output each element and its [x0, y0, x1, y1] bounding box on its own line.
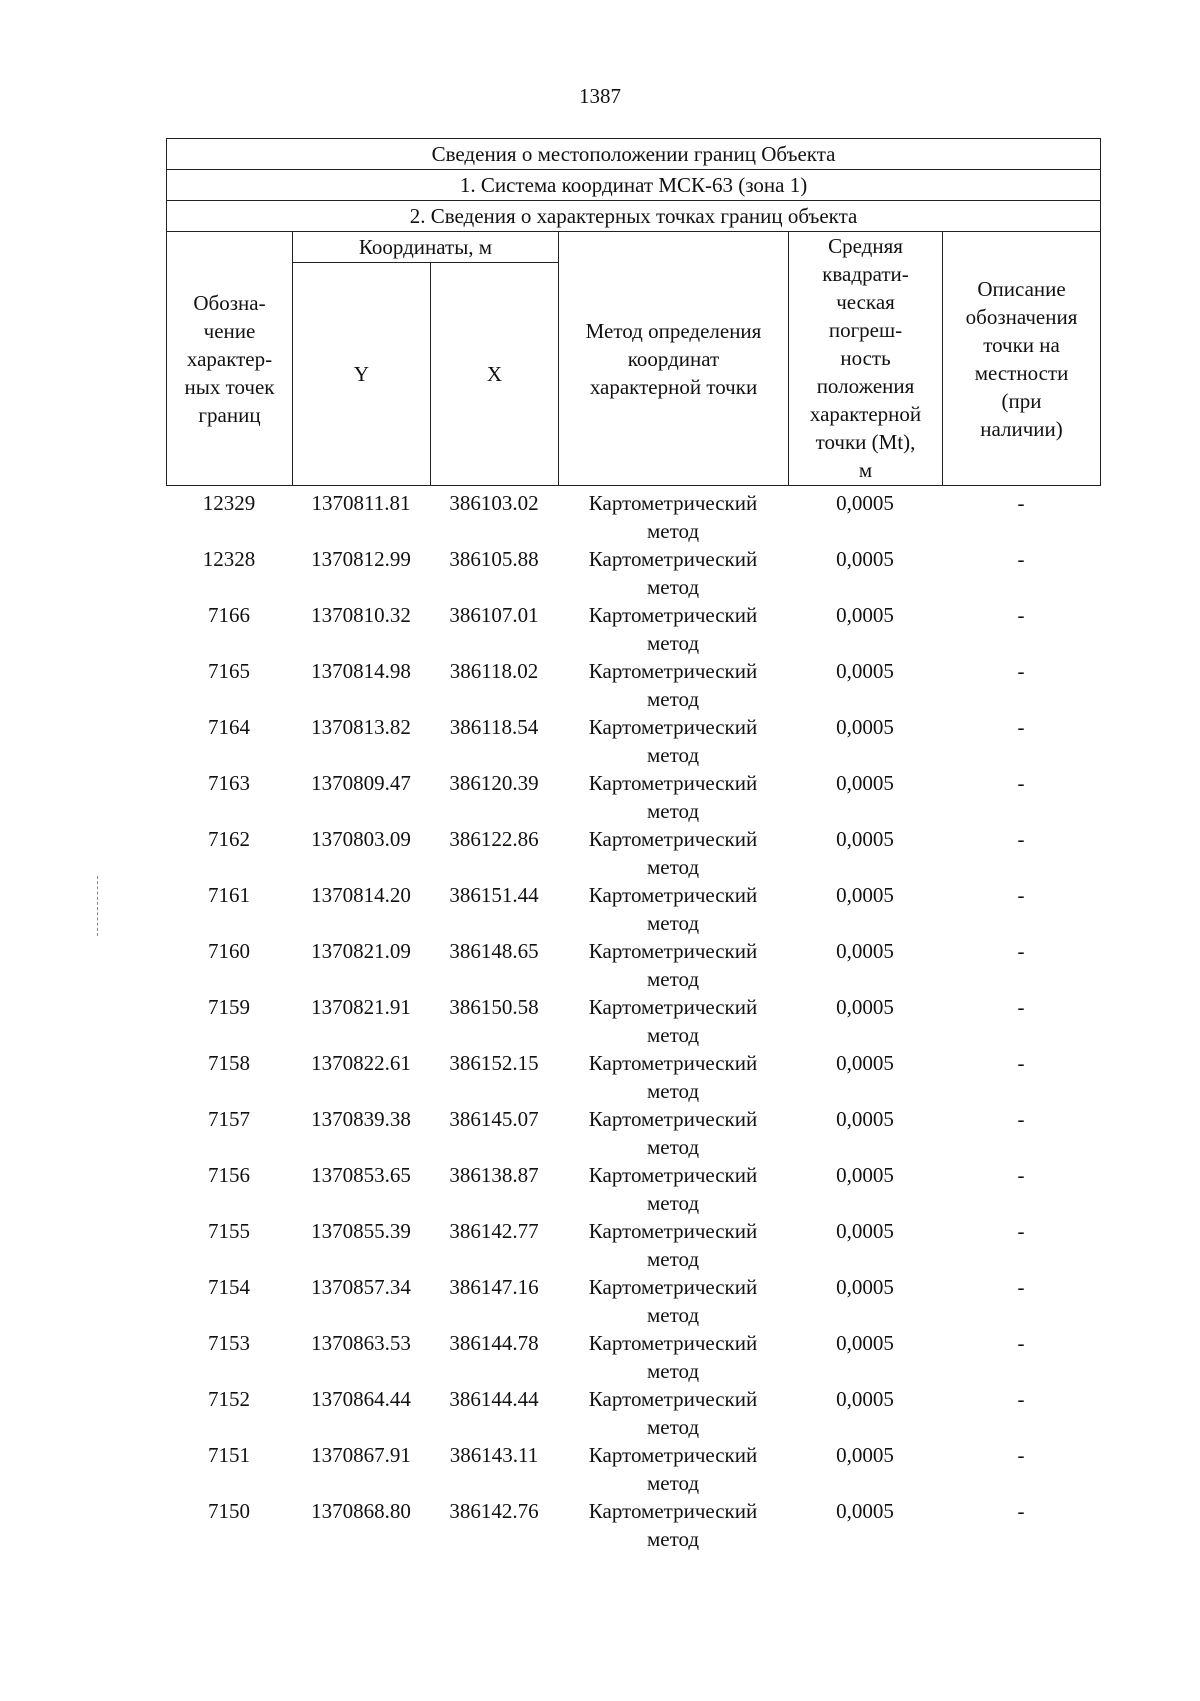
- col-header-description: Описание обозначения точки на местности (при наличии): [943, 232, 1101, 486]
- cell-point-id: 12328: [202, 547, 256, 571]
- cell-method: Картометрический метод: [588, 1219, 758, 1271]
- cell-coord-x: 386144.44: [449, 1387, 539, 1411]
- cell-description: -: [1017, 771, 1025, 795]
- cell-description: -: [1017, 603, 1025, 627]
- cell-mean-error: 0,0005: [836, 1275, 894, 1299]
- cell-coord-x: 386122.86: [449, 827, 539, 851]
- cell-coord-x: 386118.02: [449, 659, 539, 683]
- col-header-method: Метод определения координат характерной точки: [559, 232, 789, 486]
- cell-mean-error: 0,0005: [836, 1443, 894, 1467]
- cell-coord-x: 386147.16: [449, 1275, 539, 1299]
- cell-mean-error: 0,0005: [836, 1219, 894, 1243]
- cell-coord-y: 1370814.20: [311, 883, 411, 907]
- table-row: [166, 825, 1100, 881]
- cell-coord-y: 1370822.61: [311, 1051, 411, 1075]
- cell-coord-y: 1370810.32: [311, 603, 411, 627]
- col-header-designation: Обозна- чение характер- ных точек границ: [167, 232, 293, 486]
- cell-point-id: 7162: [208, 827, 250, 851]
- cell-mean-error: 0,0005: [836, 1387, 894, 1411]
- cell-point-id: 7154: [208, 1275, 250, 1299]
- cell-method: Картометрический метод: [588, 771, 758, 823]
- table-row: [166, 657, 1100, 713]
- cell-description: -: [1017, 883, 1025, 907]
- cell-description: -: [1017, 827, 1025, 851]
- cell-coord-x: 386145.07: [449, 1107, 539, 1131]
- cell-coord-x: 386120.39: [449, 771, 539, 795]
- cell-point-id: 7161: [208, 883, 250, 907]
- cell-description: -: [1017, 1331, 1025, 1355]
- table-row: [166, 1049, 1100, 1105]
- cell-coord-x: 386142.77: [449, 1219, 539, 1243]
- cell-coord-x: 386142.76: [449, 1499, 539, 1523]
- col-header-error: Средняя квадрати- ческая погреш- ность положения характерной точки (Mt), м: [789, 232, 943, 486]
- boundary-points-table: [166, 489, 1100, 1553]
- cell-mean-error: 0,0005: [836, 1163, 894, 1187]
- table-row: [166, 1161, 1100, 1217]
- cell-point-id: 7151: [208, 1443, 250, 1467]
- cell-description: -: [1017, 995, 1025, 1019]
- cell-coord-x: 386148.65: [449, 939, 539, 963]
- cell-coord-x: 386103.02: [449, 491, 539, 515]
- cell-description: -: [1017, 1051, 1025, 1075]
- cell-point-id: 7153: [208, 1331, 250, 1355]
- table-row: [166, 1497, 1100, 1553]
- cell-mean-error: 0,0005: [836, 995, 894, 1019]
- cell-description: -: [1017, 1499, 1025, 1523]
- cell-point-id: 7150: [208, 1499, 250, 1523]
- table-row: [166, 769, 1100, 825]
- cell-method: Картометрический метод: [588, 1051, 758, 1103]
- cell-coord-y: 1370855.39: [311, 1219, 411, 1243]
- cell-mean-error: 0,0005: [836, 1331, 894, 1355]
- col-header-coordinates: Координаты, м: [293, 232, 559, 263]
- cell-mean-error: 0,0005: [836, 491, 894, 515]
- col-header-y: Y: [293, 263, 431, 486]
- boundary-header-table: [166, 138, 1101, 486]
- cell-coord-y: 1370813.82: [311, 715, 411, 739]
- table-row: [166, 993, 1100, 1049]
- cell-point-id: 7165: [208, 659, 250, 683]
- cell-method: Картометрический метод: [588, 883, 758, 935]
- cell-method: Картометрический метод: [588, 715, 758, 767]
- cell-point-id: 7155: [208, 1219, 250, 1243]
- cell-coord-y: 1370864.44: [311, 1387, 411, 1411]
- cell-description: -: [1017, 1107, 1025, 1131]
- table-row: [166, 489, 1100, 545]
- cell-coord-y: 1370867.91: [311, 1443, 411, 1467]
- table-row: [166, 937, 1100, 993]
- cell-method: Картометрический метод: [588, 827, 758, 879]
- page-number: 1387: [579, 84, 621, 108]
- cell-point-id: 7160: [208, 939, 250, 963]
- cell-description: -: [1017, 1275, 1025, 1299]
- table-row: [166, 545, 1100, 601]
- cell-coord-y: 1370853.65: [311, 1163, 411, 1187]
- cell-mean-error: 0,0005: [836, 659, 894, 683]
- cell-method: Картометрический метод: [588, 491, 758, 543]
- cell-coord-y: 1370857.34: [311, 1275, 411, 1299]
- table-title: Сведения о местоположении границ Объекта: [167, 139, 1101, 170]
- coordinate-system-row: 1. Система координат МСК-63 (зона 1): [167, 170, 1101, 201]
- cell-method: Картометрический метод: [588, 1443, 758, 1495]
- section-title-row: 2. Сведения о характерных точках границ объекта: [167, 201, 1101, 232]
- cell-coord-y: 1370803.09: [311, 827, 411, 851]
- cell-coord-x: 386152.15: [449, 1051, 539, 1075]
- table-row: [166, 1385, 1100, 1441]
- cell-coord-x: 386105.88: [449, 547, 539, 571]
- cell-description: -: [1017, 1443, 1025, 1467]
- cell-mean-error: 0,0005: [836, 883, 894, 907]
- cell-mean-error: 0,0005: [836, 547, 894, 571]
- cell-mean-error: 0,0005: [836, 771, 894, 795]
- cell-method: Картометрический метод: [588, 603, 758, 655]
- cell-description: -: [1017, 939, 1025, 963]
- cell-coord-y: 1370811.81: [311, 491, 411, 515]
- cell-mean-error: 0,0005: [836, 1107, 894, 1131]
- cell-method: Картометрический метод: [588, 1387, 758, 1439]
- cell-description: -: [1017, 491, 1025, 515]
- cell-method: Картометрический метод: [588, 1275, 758, 1327]
- cell-method: Картометрический метод: [588, 995, 758, 1047]
- table-row: [166, 1273, 1100, 1329]
- cell-mean-error: 0,0005: [836, 1499, 894, 1523]
- cell-mean-error: 0,0005: [836, 827, 894, 851]
- cell-coord-y: 1370868.80: [311, 1499, 411, 1523]
- table-row: [166, 1217, 1100, 1273]
- cell-description: -: [1017, 547, 1025, 571]
- cell-method: Картометрический метод: [588, 1499, 758, 1551]
- cell-method: Картометрический метод: [588, 1107, 758, 1159]
- cell-coord-y: 1370821.91: [311, 995, 411, 1019]
- cell-point-id: 12329: [202, 491, 256, 515]
- cell-coord-y: 1370812.99: [311, 547, 411, 571]
- cell-description: -: [1017, 659, 1025, 683]
- cell-coord-x: 386144.78: [449, 1331, 539, 1355]
- cell-coord-x: 386151.44: [449, 883, 539, 907]
- cell-mean-error: 0,0005: [836, 715, 894, 739]
- table-row: [166, 713, 1100, 769]
- cell-method: Картометрический метод: [588, 547, 758, 599]
- cell-description: -: [1017, 1219, 1025, 1243]
- cell-mean-error: 0,0005: [836, 603, 894, 627]
- cell-point-id: 7156: [208, 1163, 250, 1187]
- table-row: [166, 1329, 1100, 1385]
- col-header-x: X: [431, 263, 559, 486]
- cell-point-id: 7157: [208, 1107, 250, 1131]
- cell-mean-error: 0,0005: [836, 1051, 894, 1075]
- cell-coord-x: 386107.01: [449, 603, 539, 627]
- cell-coord-y: 1370863.53: [311, 1331, 411, 1355]
- cell-point-id: 7166: [208, 603, 250, 627]
- cell-coord-x: 386118.54: [449, 715, 539, 739]
- cell-mean-error: 0,0005: [836, 939, 894, 963]
- cell-description: -: [1017, 1387, 1025, 1411]
- cell-coord-y: 1370839.38: [311, 1107, 411, 1131]
- table-row: [166, 881, 1100, 937]
- cell-point-id: 7158: [208, 1051, 250, 1075]
- cell-coord-x: 386150.58: [449, 995, 539, 1019]
- table-row: [166, 601, 1100, 657]
- cell-point-id: 7159: [208, 995, 250, 1019]
- cell-coord-y: 1370814.98: [311, 659, 411, 683]
- cell-method: Картометрический метод: [588, 939, 758, 991]
- cell-coord-y: 1370821.09: [311, 939, 411, 963]
- cell-description: -: [1017, 1163, 1025, 1187]
- cell-method: Картометрический метод: [588, 659, 758, 711]
- cell-coord-x: 386138.87: [449, 1163, 539, 1187]
- cell-description: -: [1017, 715, 1025, 739]
- cell-coord-y: 1370809.47: [311, 771, 411, 795]
- cell-point-id: 7152: [208, 1387, 250, 1411]
- cell-point-id: 7163: [208, 771, 250, 795]
- cell-method: Картометрический метод: [588, 1331, 758, 1383]
- cell-method: Картометрический метод: [588, 1163, 758, 1215]
- table-row: [166, 1105, 1100, 1161]
- cell-coord-x: 386143.11: [449, 1443, 539, 1467]
- scan-mark: [97, 876, 100, 936]
- cell-point-id: 7164: [208, 715, 250, 739]
- table-row: [166, 1441, 1100, 1497]
